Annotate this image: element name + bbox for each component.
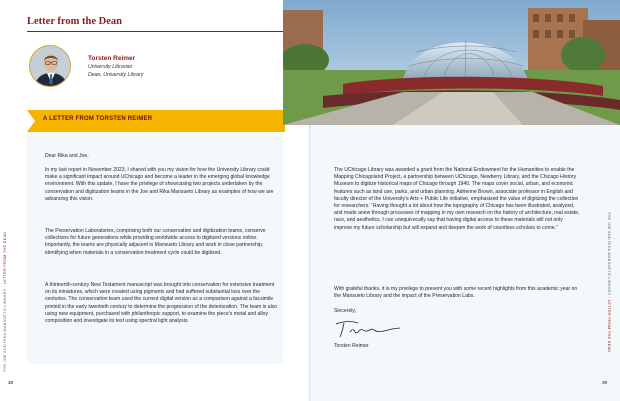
letter-paragraph-4: The UChicago Library was awarded a grant from the National Endowment for the Humanities to enable the Mapping Chicagoland Project, a partnership between UChicago, Newberry Library, and the Chicago History Museum to digitize historical maps of Chicago through 1940. The maps cover social, urban, and economic features such as land use, parks, and urban planning. Adrienne Brown, associate professor in English and faculty director of the University’s Arts + Public Life initiative, emphasized the value of digitizing the collection for researchers: “Having thought a lot about how the topography of Chicago has been illustrated, analyzed, and made anew through processes of mapping in my own research on the history of architecture, real estate, race, and aesthetics, I can unequivocally say that having digital access to these materials will not only improve my future scholarship but will expand and deepen the work of countless scholars to come.” (334, 167, 580, 231)
letter-closing: Sincerely, (334, 308, 356, 314)
signature (334, 318, 404, 340)
letter-paragraph-2: The Preservation Laboratories, comprising both our conservation and digitization teams, conserve collections for future generations while providing worldwide access to digitized versions online. Importantly, the teams are physically adjacent in Mansueto Library and work in close partnership, identifying when materials in a conservation treatment cycle could be digitized. (45, 228, 266, 256)
dean-name: Torsten Reimer (88, 55, 136, 62)
letter-paragraph-5: With grateful thanks, it is my privilege to present you with some recent highlights from this academic year on the Mansueto Library and the impact of the Preservation Labs. (334, 286, 578, 300)
dean-role: University Librarian (88, 64, 133, 70)
right-side-label-b: LETTER FROM THE DEAN (607, 299, 611, 353)
banner-text: A LETTER FROM TORSTEN REIMER (43, 116, 153, 122)
right-side-label-a: THE JOE AND RIKA MANSUETO LIBRARY (607, 212, 611, 296)
right-side-separator: · (607, 296, 611, 299)
page-number-right: 39 (602, 380, 608, 385)
dean-portrait (29, 45, 71, 87)
right-side-running-head (607, 212, 611, 352)
left-side-running-head (3, 232, 7, 372)
dean-org: Dean, University Library (88, 72, 144, 78)
library-dome-photo (283, 0, 620, 125)
left-side-label-b: LETTER FROM THE DEAN (3, 231, 7, 285)
letter-signoff: Torsten Reimer (334, 343, 369, 349)
section-title: Letter from the Dean (27, 16, 122, 27)
title-rule (27, 31, 283, 32)
letter-paragraph-3: A thirteenth-century New Testament manuscript was brought into conservation for extensive treatment on its miniatures, which were created using pigments and had suffered substantial loss over the centuries. The conservation team used the current digital version as a comparison against a facsimile printed in the early twentieth century to determine the progression of the deterioration. The team is also using new equipment, purchased with philanthropic support, to examine the piece’s metal and alloy composition and investigate its text using spectral light analysis. (45, 282, 278, 325)
left-side-separator: · (3, 285, 7, 288)
left-side-label-a: THE JOE AND RIKA MANSUETO LIBRARY (3, 288, 7, 372)
page-number-left: 38 (8, 380, 14, 385)
letter-paragraph-1: In my last report in November 2023, I shared with you my vision for how the University Library could make a significant impact around UChicago and become a leader in the emerging global knowledge environment. With this update, I have the privilege of showcasing two projects undertaken by the conservation and digitization teams in the Joe and Rika Mansueto Library as examples of how we are advancing this vision. (45, 167, 274, 202)
letter-greeting: Dear Rika and Joe, (45, 153, 89, 159)
